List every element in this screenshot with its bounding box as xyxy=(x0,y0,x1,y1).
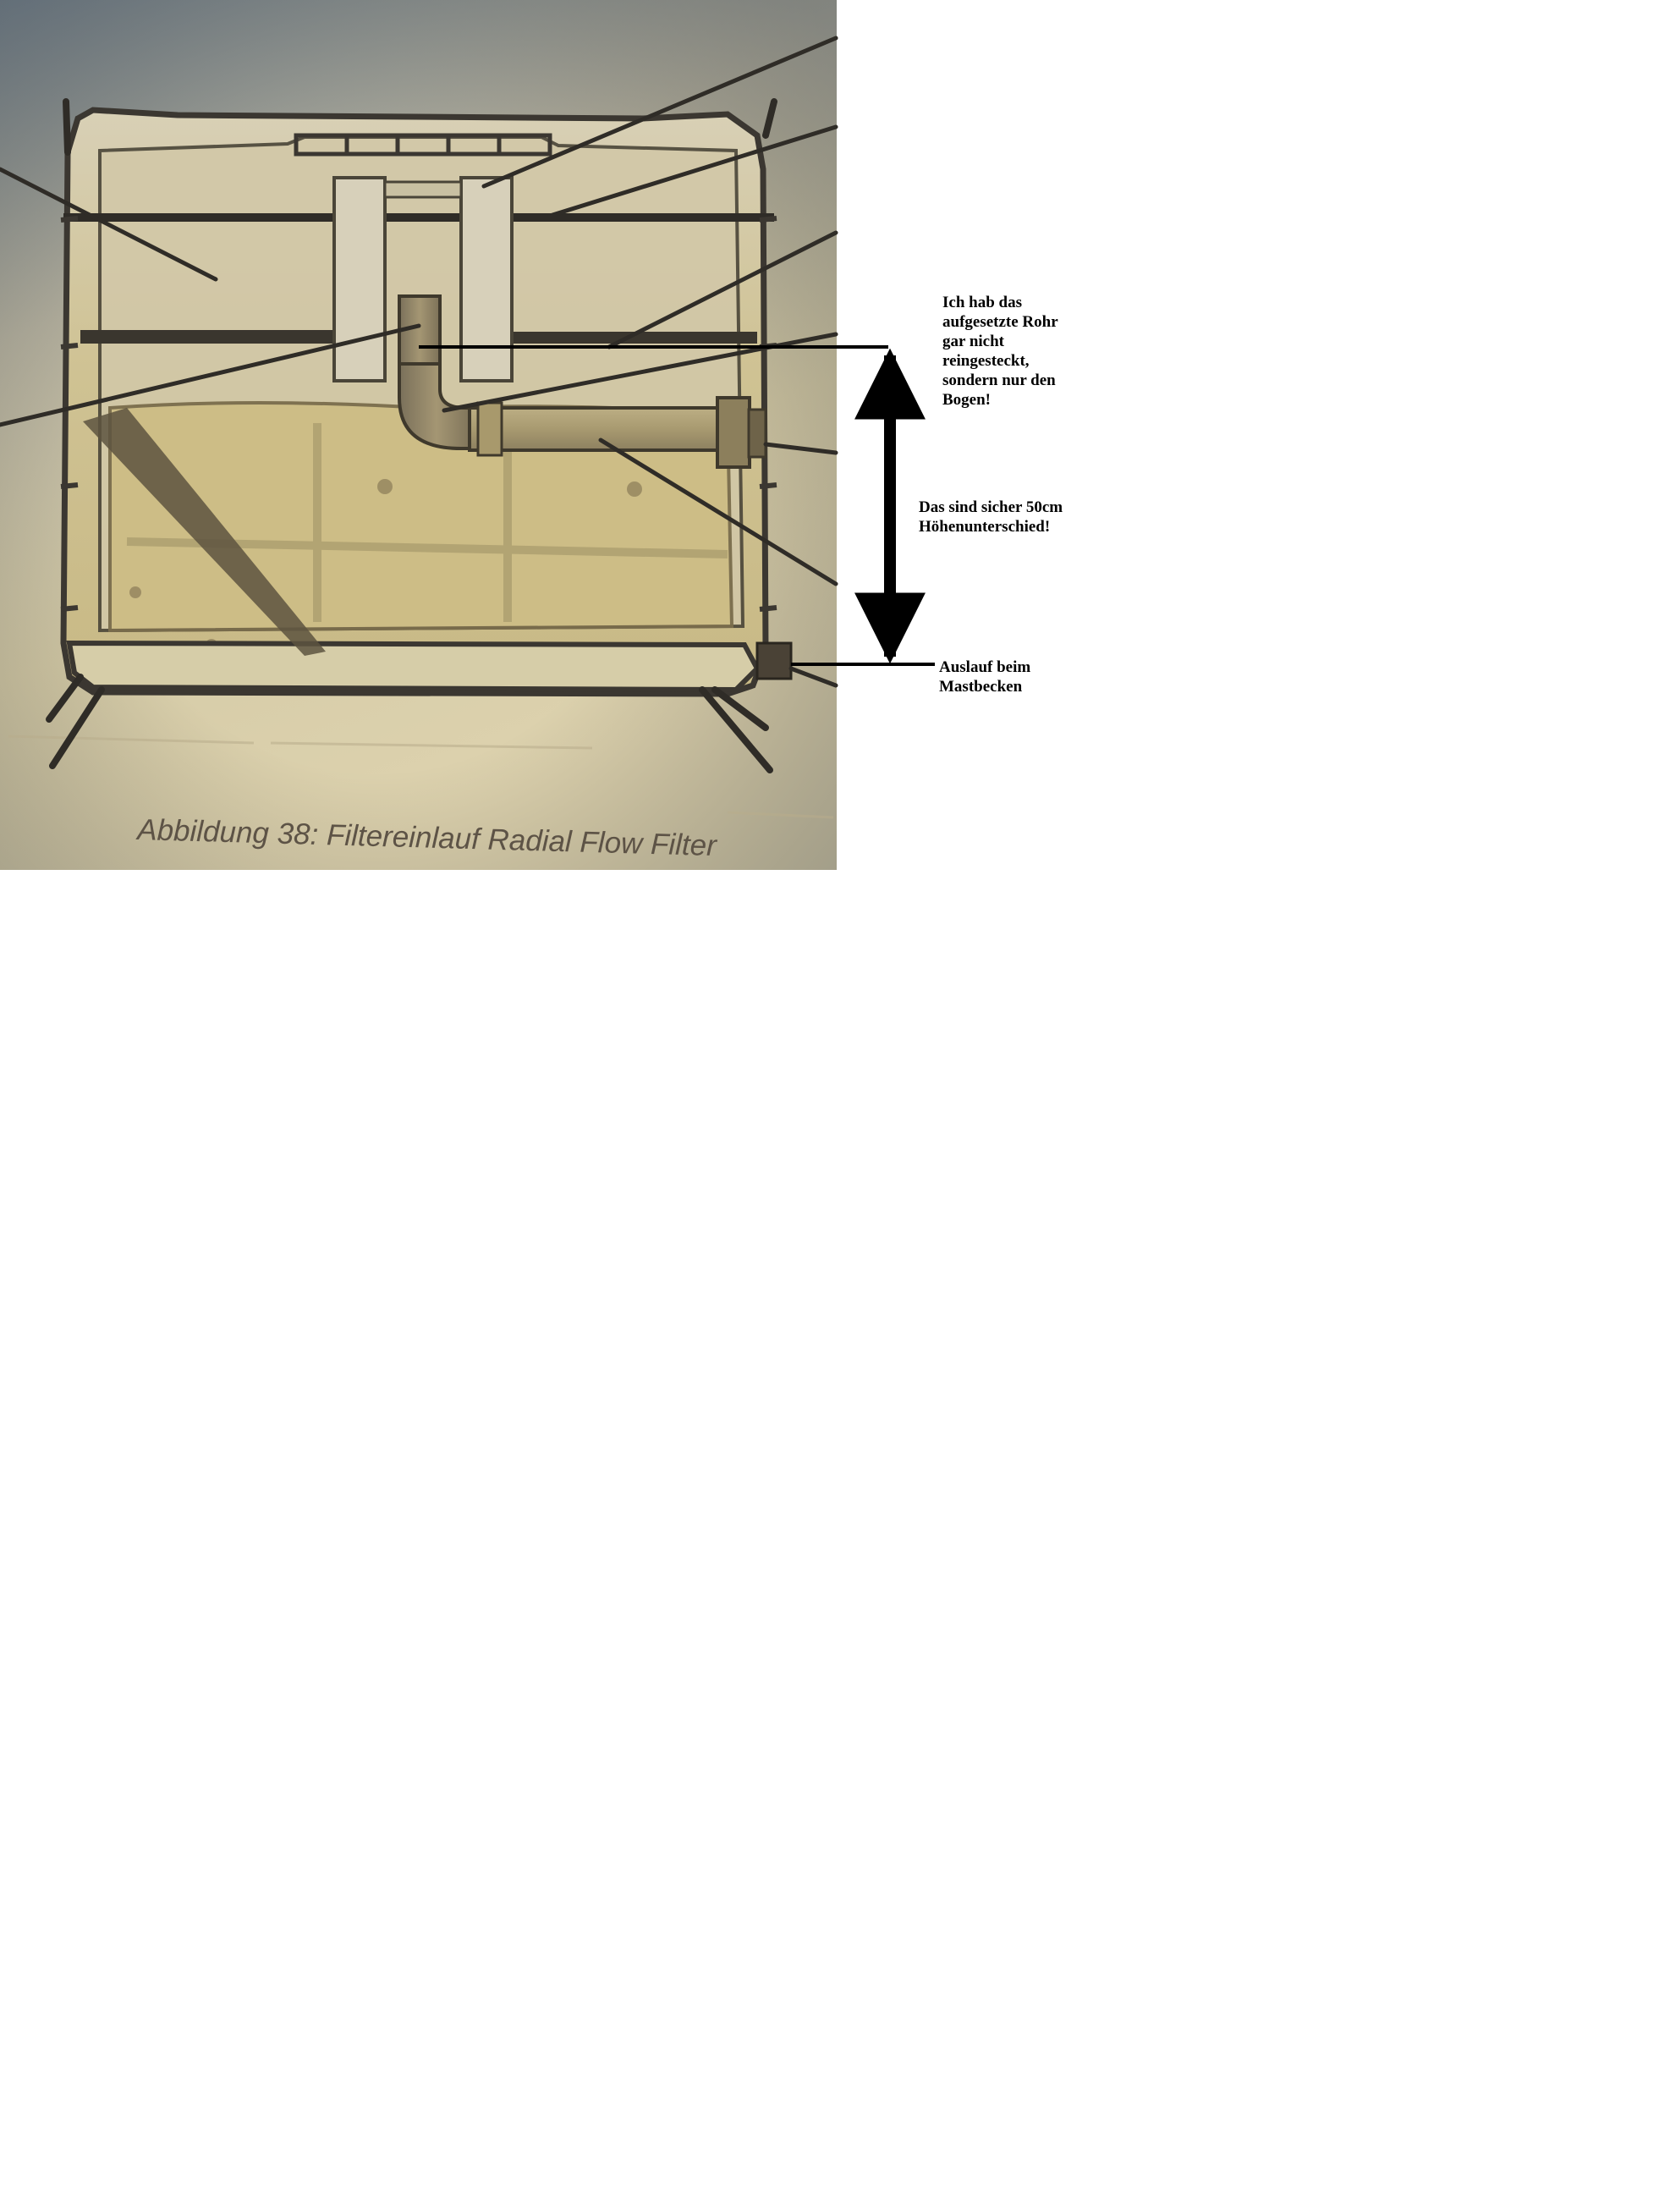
tank-bottom-tray xyxy=(69,643,757,690)
centre-block-left xyxy=(334,178,385,381)
height-difference-note: Das sind sicher 50cm Höhenunterschied! xyxy=(919,498,1063,536)
centre-block-top xyxy=(385,182,461,197)
bulkhead-fitting xyxy=(717,398,750,467)
pipe-note: Ich hab das aufgesetzte Rohr gar nicht reingesteckt, sondern nur den Bogen! xyxy=(942,294,1058,409)
cage-bar-upper xyxy=(63,213,774,222)
outlet-note: Auslauf beim Mastbecken xyxy=(939,658,1031,696)
cage-bar-middle-left xyxy=(80,330,375,344)
pipe-coupling xyxy=(478,403,502,455)
horizontal-pipe xyxy=(470,408,732,450)
riser-pipe xyxy=(399,296,440,368)
flange xyxy=(749,410,766,457)
centre-block-right xyxy=(461,178,512,381)
outlet-nozzle xyxy=(757,643,791,679)
figure-caption: Abbildung 38: Filtereinlauf Radial Flow Filter xyxy=(136,813,717,863)
